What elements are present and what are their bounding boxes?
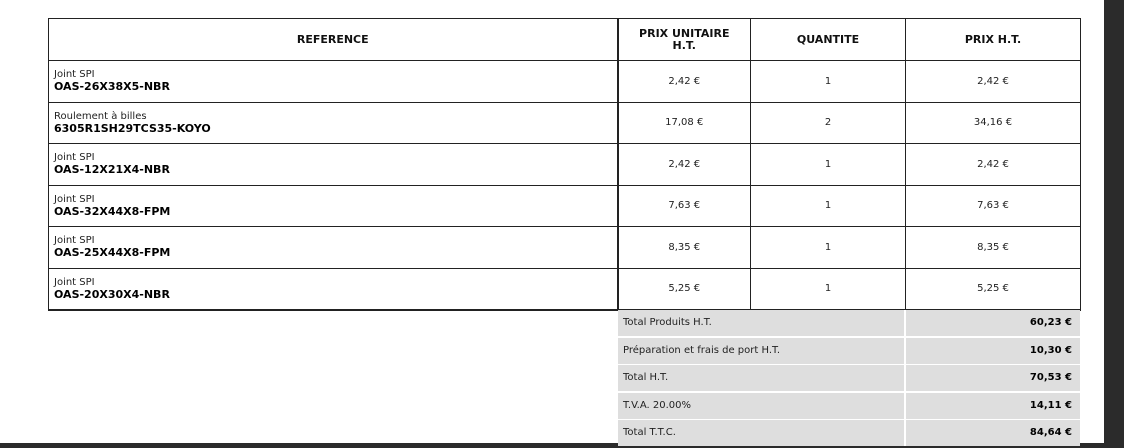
table-row bbox=[49, 185, 1081, 227]
total-value: 10,30 € bbox=[906, 338, 1081, 364]
table-row bbox=[49, 227, 1081, 269]
product-category: Joint SPI bbox=[54, 152, 95, 164]
table-row bbox=[49, 268, 1081, 310]
product-code: OAS-25X44X8-FPM bbox=[54, 246, 171, 260]
total-label: Total Produits H.T. bbox=[618, 310, 904, 336]
total-price-cell: 2,42 € bbox=[906, 144, 1081, 186]
unit-price-cell: 7,63 € bbox=[618, 185, 751, 227]
header-total-price: PRIX H.T. bbox=[906, 19, 1081, 61]
header-quantity: QUANTITE bbox=[751, 19, 906, 61]
total-price-cell: 2,42 € bbox=[906, 61, 1081, 103]
quantity-cell: 1 bbox=[751, 144, 906, 186]
header-unit-price: PRIX UNITAIRE H.T. bbox=[618, 19, 751, 61]
quantity-cell: 1 bbox=[751, 268, 906, 310]
total-ttc-row bbox=[618, 420, 1080, 446]
totals-summary bbox=[618, 310, 1080, 448]
order-items-table bbox=[48, 18, 1081, 311]
quantity-cell: 1 bbox=[751, 61, 906, 103]
unit-price-cell: 5,25 € bbox=[618, 268, 751, 310]
product-code: 6305R1SH29TCS35-KOYO bbox=[54, 121, 211, 135]
product-category: Joint SPI bbox=[54, 69, 95, 81]
vat-row bbox=[618, 393, 1080, 419]
unit-price-cell: 2,42 € bbox=[618, 144, 751, 186]
total-price-cell: 34,16 € bbox=[906, 102, 1081, 144]
total-value: 14,11 € bbox=[906, 393, 1081, 419]
reference-cell bbox=[49, 268, 618, 310]
unit-price-cell: 2,42 € bbox=[618, 61, 751, 103]
quantity-cell: 1 bbox=[751, 227, 906, 269]
unit-price-cell: 8,35 € bbox=[618, 227, 751, 269]
quantity-cell: 1 bbox=[751, 185, 906, 227]
table-row bbox=[49, 102, 1081, 144]
header-reference: REFERENCE bbox=[49, 19, 618, 61]
viewer-background bbox=[1104, 0, 1124, 443]
total-label: Préparation et frais de port H.T. bbox=[618, 338, 904, 364]
product-category: Roulement à billes bbox=[54, 110, 147, 122]
total-value: 70,53 € bbox=[906, 365, 1081, 391]
table-row bbox=[49, 61, 1081, 103]
total-value: 84,64 € bbox=[906, 420, 1081, 446]
shipping-fees-row bbox=[618, 338, 1080, 364]
reference-cell bbox=[49, 185, 618, 227]
product-code: OAS-20X30X4-NBR bbox=[54, 287, 170, 301]
total-label: Total T.T.C. bbox=[618, 420, 904, 446]
reference-cell bbox=[49, 227, 618, 269]
total-label: Total H.T. bbox=[618, 365, 904, 391]
table-header-row bbox=[49, 19, 1081, 61]
quantity-cell: 2 bbox=[751, 102, 906, 144]
total-price-cell: 5,25 € bbox=[906, 268, 1081, 310]
reference-cell bbox=[49, 144, 618, 186]
total-price-cell: 8,35 € bbox=[906, 227, 1081, 269]
product-category: Joint SPI bbox=[54, 235, 95, 247]
product-code: OAS-26X38X5-NBR bbox=[54, 80, 170, 94]
table-row bbox=[49, 144, 1081, 186]
unit-price-cell: 17,08 € bbox=[618, 102, 751, 144]
total-label: T.V.A. 20.00% bbox=[618, 393, 904, 419]
total-ht-row bbox=[618, 365, 1080, 391]
product-code: OAS-32X44X8-FPM bbox=[54, 204, 171, 218]
total-price-cell: 7,63 € bbox=[906, 185, 1081, 227]
total-products-row bbox=[618, 310, 1080, 336]
reference-cell bbox=[49, 61, 618, 103]
product-category: Joint SPI bbox=[54, 193, 95, 205]
total-value: 60,23 € bbox=[906, 310, 1081, 336]
reference-cell bbox=[49, 102, 618, 144]
product-category: Joint SPI bbox=[54, 276, 95, 288]
product-code: OAS-12X21X4-NBR bbox=[54, 163, 170, 177]
